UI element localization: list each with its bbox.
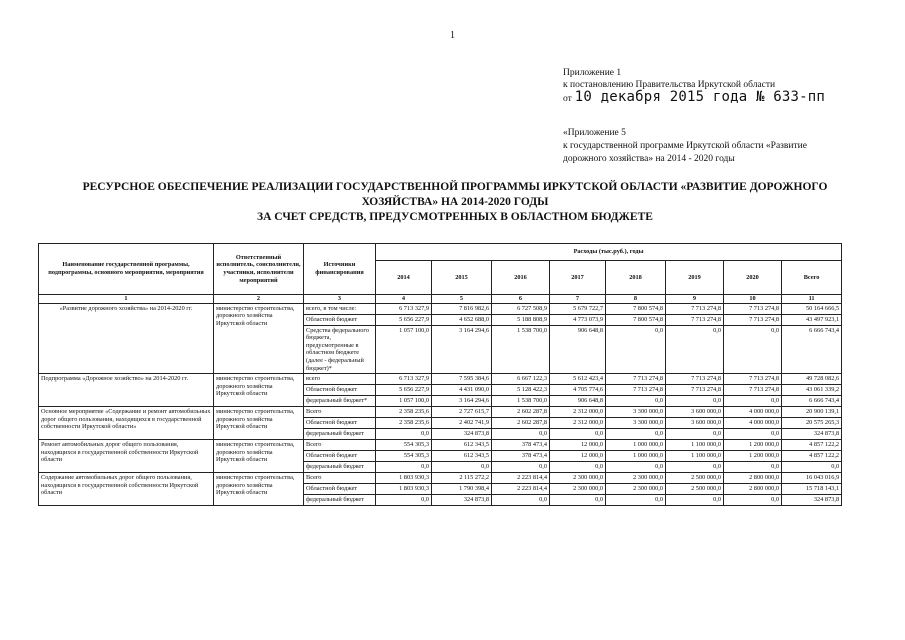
year-value-cell: 7 800 574,8: [606, 303, 666, 314]
year-value-cell: 0,0: [432, 462, 492, 473]
year-value-cell: 3 600 000,0: [666, 418, 724, 429]
year-value-cell: 906 648,8: [550, 396, 606, 407]
column-index-row: [39, 295, 842, 304]
year-value-cell: 7 800 574,8: [606, 314, 666, 325]
funding-source-cell: Всего: [304, 407, 376, 418]
year-value-cell: 7 713 274,8: [724, 303, 782, 314]
year-value-cell: 6 713 327,9: [376, 303, 432, 314]
header-expenses: Расходы (тыс.руб.), годы: [376, 244, 842, 261]
table-row: [39, 440, 842, 451]
total-value-cell: 324 873,8: [782, 429, 842, 440]
column-index: 3: [304, 295, 376, 304]
year-value-cell: 0,0: [492, 462, 550, 473]
funding-source-cell: федеральный бюджет*: [304, 396, 376, 407]
year-value-cell: 7 713 274,8: [724, 314, 782, 325]
funding-source-cell: Областной бюджет: [304, 314, 376, 325]
funding-source-cell: всего: [304, 374, 376, 385]
funding-source-cell: Областной бюджет: [304, 385, 376, 396]
year-value-cell: 7 713 274,8: [724, 374, 782, 385]
header-year: 2018: [606, 261, 666, 295]
year-value-cell: 1 057 100,0: [376, 325, 432, 374]
year-value-cell: 0,0: [550, 462, 606, 473]
year-value-cell: 2 223 814,4: [492, 484, 550, 495]
year-value-cell: 5 656 227,9: [376, 385, 432, 396]
year-value-cell: 5 612 423,4: [550, 374, 606, 385]
year-value-cell: 0,0: [666, 495, 724, 506]
year-value-cell: 324 873,8: [432, 429, 492, 440]
title-line-2: ХОЗЯЙСТВА» НА 2014-2020 ГОДЫ: [361, 196, 549, 208]
funding-source-cell: федеральный бюджет: [304, 495, 376, 506]
year-value-cell: 5 128 422,3: [492, 385, 550, 396]
year-value-cell: 2 402 741,9: [432, 418, 492, 429]
header-name: Наименование государственной программы, подпрограммы, основного мероприятия, мероприятия: [39, 244, 214, 295]
column-index: 4: [376, 295, 432, 304]
year-value-cell: 2 602 287,8: [492, 407, 550, 418]
year-value-cell: 2 115 272,2: [432, 473, 492, 484]
year-value-cell: 0,0: [724, 325, 782, 374]
total-value-cell: 49 728 082,6: [782, 374, 842, 385]
year-value-cell: 2 500 000,0: [666, 484, 724, 495]
total-value-cell: 20 900 139,1: [782, 407, 842, 418]
total-value-cell: 0,0: [782, 462, 842, 473]
appendix-1-order: [563, 91, 825, 105]
order-date-number: 10 декабря 2015 года № 633-пп: [574, 89, 826, 105]
year-value-cell: 2 358 235,6: [376, 407, 432, 418]
year-value-cell: 1 000 000,0: [606, 440, 666, 451]
table-row: [39, 374, 842, 385]
resource-table: [38, 243, 842, 506]
year-value-cell: 0,0: [376, 495, 432, 506]
year-value-cell: 4 773 073,9: [550, 314, 606, 325]
year-value-cell: 554 305,3: [376, 440, 432, 451]
executor-cell: министерство строительства, дорожного хозяйства Иркутской области: [214, 407, 304, 440]
year-value-cell: 0,0: [606, 429, 666, 440]
year-value-cell: 0,0: [724, 495, 782, 506]
year-value-cell: 1 803 930,3: [376, 484, 432, 495]
program-name-cell: Содержание автомобильных дорог общего пользования, находящихся в государственной собственности Иркутской области: [39, 473, 214, 506]
year-value-cell: 1 000 000,0: [606, 451, 666, 462]
year-value-cell: 3 300 000,0: [606, 407, 666, 418]
column-index: 9: [666, 295, 724, 304]
table-row: [39, 473, 842, 484]
executor-cell: министерство строительства, дорожного хозяйства Иркутской области: [214, 374, 304, 407]
header-year: 2016: [492, 261, 550, 295]
year-value-cell: 2 300 000,0: [550, 473, 606, 484]
year-value-cell: 0,0: [666, 396, 724, 407]
header-year: 2014: [376, 261, 432, 295]
column-index: 6: [492, 295, 550, 304]
total-value-cell: 324 873,8: [782, 495, 842, 506]
column-index: 11: [782, 295, 842, 304]
year-value-cell: 0,0: [666, 325, 724, 374]
header-year: 2020: [724, 261, 782, 295]
year-value-cell: 3 164 294,6: [432, 396, 492, 407]
year-value-cell: 4 705 774,6: [550, 385, 606, 396]
year-value-cell: 0,0: [724, 462, 782, 473]
year-value-cell: 3 164 294,6: [432, 325, 492, 374]
year-value-cell: 0,0: [492, 495, 550, 506]
year-value-cell: 7 595 384,6: [432, 374, 492, 385]
order-prefix: от: [563, 94, 572, 104]
column-index: 7: [550, 295, 606, 304]
year-value-cell: 0,0: [550, 495, 606, 506]
year-value-cell: 4 431 090,0: [432, 385, 492, 396]
year-value-cell: 1 200 000,0: [724, 440, 782, 451]
year-value-cell: 378 473,4: [492, 451, 550, 462]
program-name-cell: «Развитие дорожного хозяйства» на 2014-2020 гг.: [39, 303, 214, 374]
year-value-cell: 2 800 000,0: [724, 484, 782, 495]
year-value-cell: 1 100 000,0: [666, 451, 724, 462]
header-total: Всего: [782, 261, 842, 295]
year-value-cell: 612 343,5: [432, 440, 492, 451]
year-value-cell: 0,0: [724, 429, 782, 440]
year-value-cell: 4 000 000,0: [724, 418, 782, 429]
header-year: 2017: [550, 261, 606, 295]
year-value-cell: 1 538 700,0: [492, 325, 550, 374]
title-line-3: ЗА СЧЕТ СРЕДСТВ, ПРЕДУСМОТРЕННЫХ В ОБЛАСТНОМ БЮДЖЕТЕ: [257, 211, 653, 223]
total-value-cell: 20 575 265,3: [782, 418, 842, 429]
year-value-cell: 612 343,5: [432, 451, 492, 462]
year-value-cell: 0,0: [550, 429, 606, 440]
year-value-cell: 554 305,3: [376, 451, 432, 462]
year-value-cell: 3 300 000,0: [606, 418, 666, 429]
funding-source-cell: Областной бюджет: [304, 418, 376, 429]
year-value-cell: 0,0: [666, 429, 724, 440]
total-value-cell: 6 666 743,4: [782, 396, 842, 407]
year-value-cell: 3 600 000,0: [666, 407, 724, 418]
year-value-cell: 1 790 398,4: [432, 484, 492, 495]
year-value-cell: 0,0: [666, 462, 724, 473]
year-value-cell: 5 188 808,9: [492, 314, 550, 325]
year-value-cell: 2 800 000,0: [724, 473, 782, 484]
appendix-5-line-2: к государственной программе Иркутской области «Развитие: [563, 141, 807, 151]
year-value-cell: 0,0: [376, 462, 432, 473]
year-value-cell: 2 300 000,0: [606, 484, 666, 495]
funding-source-cell: Всего: [304, 473, 376, 484]
year-value-cell: 2 602 287,8: [492, 418, 550, 429]
year-value-cell: 7 713 274,8: [666, 374, 724, 385]
year-value-cell: 12 000,0: [550, 451, 606, 462]
year-value-cell: 12 000,0: [550, 440, 606, 451]
year-value-cell: 2 223 814,4: [492, 473, 550, 484]
year-value-cell: 378 473,4: [492, 440, 550, 451]
total-value-cell: 50 164 666,5: [782, 303, 842, 314]
funding-source-cell: Всего: [304, 440, 376, 451]
year-value-cell: 6 713 327,9: [376, 374, 432, 385]
funding-source-cell: федеральный бюджет: [304, 462, 376, 473]
column-index: 5: [432, 295, 492, 304]
column-index: 2: [214, 295, 304, 304]
funding-source-cell: всего, в том числе:: [304, 303, 376, 314]
executor-cell: министерство строительства, дорожного хозяйства Иркутской области: [214, 303, 304, 374]
year-value-cell: 0,0: [606, 396, 666, 407]
year-value-cell: 2 300 000,0: [550, 484, 606, 495]
total-value-cell: 43 061 339,2: [782, 385, 842, 396]
year-value-cell: 5 679 722,7: [550, 303, 606, 314]
year-value-cell: 6 667 122,3: [492, 374, 550, 385]
year-value-cell: 0,0: [492, 429, 550, 440]
header-executor: Ответственный исполнитель, соисполнители, участники, исполнители мероприятий: [214, 244, 304, 295]
year-value-cell: 1 803 930,3: [376, 473, 432, 484]
year-value-cell: 7 713 274,8: [666, 303, 724, 314]
table-row: [39, 407, 842, 418]
year-value-cell: 1 200 000,0: [724, 451, 782, 462]
appendix-5-title: «Приложение 5: [563, 128, 626, 138]
year-value-cell: 7 713 274,8: [666, 314, 724, 325]
year-value-cell: 324 873,8: [432, 495, 492, 506]
column-index: 1: [39, 295, 214, 304]
year-value-cell: 7 713 274,8: [606, 385, 666, 396]
table-body: [39, 303, 842, 506]
funding-source-cell: Средства федерального бюджета, предусмотренные в областном бюджете (далее - федеральный бюджет)*: [304, 325, 376, 374]
year-value-cell: 0,0: [606, 325, 666, 374]
total-value-cell: 15 718 143,1: [782, 484, 842, 495]
year-value-cell: 2 312 000,0: [550, 418, 606, 429]
funding-source-cell: федеральный бюджет: [304, 429, 376, 440]
document-title: [40, 180, 870, 225]
title-line-1: РЕСУРСНОЕ ОБЕСПЕЧЕНИЕ РЕАЛИЗАЦИИ ГОСУДАРСТВЕННОЙ ПРОГРАММЫ ИРКУТСКОЙ ОБЛАСТИ «РАЗВИТИЕ ДОРОЖНОГО: [82, 181, 828, 193]
appendix-5-block: [563, 127, 807, 166]
total-value-cell: 43 497 923,1: [782, 314, 842, 325]
year-value-cell: 1 538 700,0: [492, 396, 550, 407]
appendix-1-block: [563, 67, 825, 105]
year-value-cell: 0,0: [606, 462, 666, 473]
column-index: 10: [724, 295, 782, 304]
total-value-cell: 4 857 122,2: [782, 451, 842, 462]
year-value-cell: 7 816 982,6: [432, 303, 492, 314]
program-name-cell: Ремонт автомобильных дорог общего пользования, находящихся в государственной собственности Иркутской области: [39, 440, 214, 473]
appendix-5-line-3: дорожного хозяйства» на 2014 - 2020 годы: [563, 154, 735, 164]
year-value-cell: 2 300 000,0: [606, 473, 666, 484]
year-value-cell: 2 727 615,7: [432, 407, 492, 418]
year-value-cell: 2 312 000,0: [550, 407, 606, 418]
year-value-cell: 0,0: [606, 495, 666, 506]
total-value-cell: 4 857 122,2: [782, 440, 842, 451]
year-value-cell: 2 500 000,0: [666, 473, 724, 484]
year-value-cell: 7 713 274,8: [606, 374, 666, 385]
funding-source-cell: Областной бюджет: [304, 484, 376, 495]
executor-cell: министерство строительства, дорожного хозяйства Иркутской области: [214, 440, 304, 473]
program-name-cell: Основное мероприятие «Содержание и ремонт автомобильных дорог общего пользования, находящихся в государственной собственности Иркутской области»: [39, 407, 214, 440]
header-year: 2015: [432, 261, 492, 295]
funding-source-cell: Областной бюджет: [304, 451, 376, 462]
year-value-cell: 0,0: [376, 429, 432, 440]
year-value-cell: 4 652 688,0: [432, 314, 492, 325]
year-value-cell: 2 358 235,6: [376, 418, 432, 429]
year-value-cell: 1 100 000,0: [666, 440, 724, 451]
table-row: [39, 303, 842, 314]
year-value-cell: 4 000 000,0: [724, 407, 782, 418]
column-index: 8: [606, 295, 666, 304]
year-value-cell: 0,0: [724, 396, 782, 407]
year-value-cell: 7 713 274,8: [724, 385, 782, 396]
program-name-cell: Подпрограмма «Дорожное хозяйство» на 2014-2020 гг.: [39, 374, 214, 407]
executor-cell: министерство строительства, дорожного хозяйства Иркутской области: [214, 473, 304, 506]
total-value-cell: 16 043 016,9: [782, 473, 842, 484]
page-number: 1: [450, 30, 455, 41]
year-value-cell: 7 713 274,8: [666, 385, 724, 396]
year-value-cell: 1 057 100,0: [376, 396, 432, 407]
header-year: 2019: [666, 261, 724, 295]
year-value-cell: 5 656 227,9: [376, 314, 432, 325]
appendix-1-resolution: к постановлению Правительства Иркутской области: [563, 80, 776, 90]
year-value-cell: 6 727 508,9: [492, 303, 550, 314]
appendix-1-title: Приложение 1: [563, 68, 622, 78]
header-source: Источники финансирования: [304, 244, 376, 295]
total-value-cell: 6 666 743,4: [782, 325, 842, 374]
year-value-cell: 906 648,8: [550, 325, 606, 374]
